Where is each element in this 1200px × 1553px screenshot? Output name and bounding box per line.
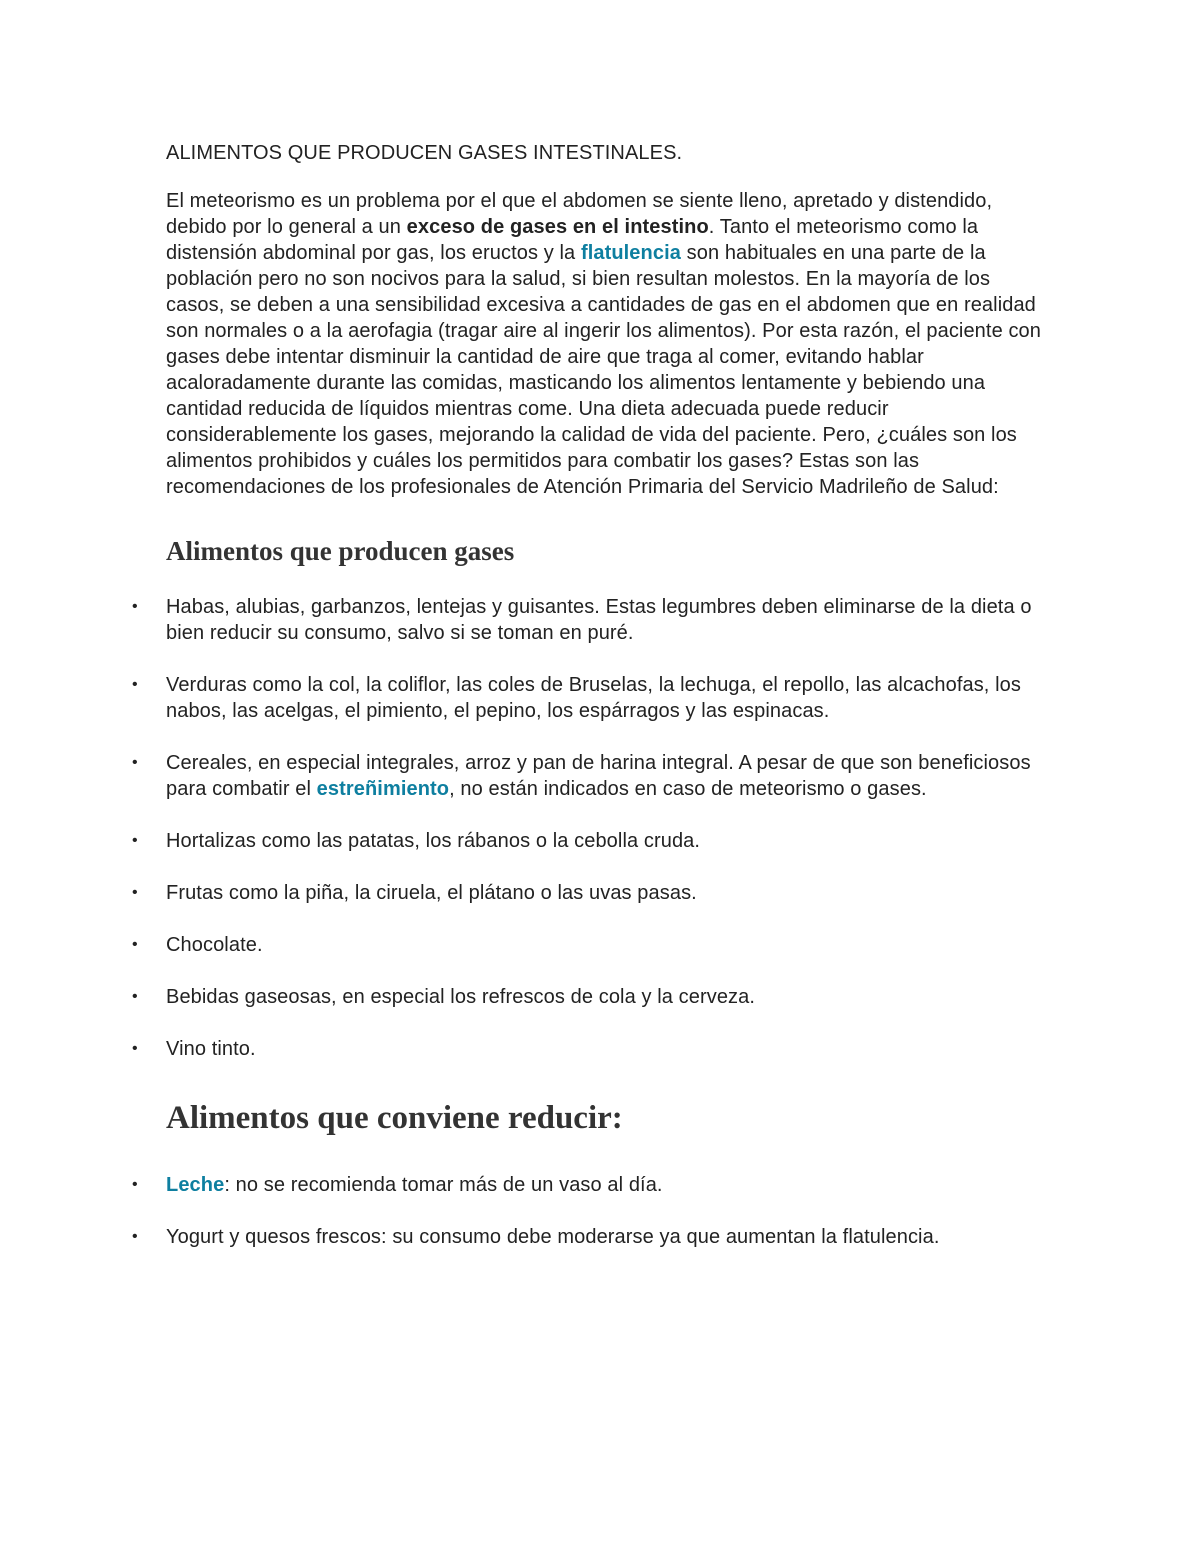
list-item (132, 932, 1046, 958)
list-item-text: Verduras como la col, la coliflor, las coles de Bruselas, la lechuga, el repollo, las alcachofas, los nabos, las acelgas, el pimiento, el pepino, los espárragos y las espinacas. (166, 674, 1021, 722)
bullet-icon: • (132, 754, 138, 771)
list-item (132, 750, 1046, 802)
list-item-text: : no se recomienda tomar más de un vaso al día. (224, 1174, 663, 1196)
bullet-icon: • (132, 676, 138, 693)
list-item (132, 880, 1046, 906)
section-heading-producen-gases: Alimentos que producen gases (166, 536, 515, 566)
list-item-text: Cereales, en especial integrales, arroz y pan de harina integral. A pesar de que son beneficiosos para combatir el (166, 752, 1031, 800)
bullet-icon: • (132, 598, 138, 615)
link-leche[interactable]: Leche (166, 1174, 225, 1196)
list-item-text: Frutas como la piña, la ciruela, el plátano o las uvas pasas. (166, 882, 697, 904)
list-conviene-reducir (132, 1172, 1046, 1250)
bullet-icon: • (132, 936, 138, 953)
list-item (132, 828, 1046, 854)
bullet-icon: • (132, 832, 138, 849)
list-item-text: Habas, alubias, garbanzos, lentejas y guisantes. Estas legumbres deben eliminarse de la dieta o bien reducir su consumo, salvo si se toman en puré. (166, 596, 1032, 644)
list-item (132, 594, 1046, 646)
intro-paragraph (166, 188, 1046, 500)
intro-text-3: son habituales en una parte de la población pero no son nocivos para la salud, si bien resultan molestos. En la mayoría de los casos, se deben a una sensibilidad excesiva a cantidades de gas en el abdomen que en realidad son normales o a la aerofagia (tragar aire al ingerir los alimentos). Por esta razón, el paciente con gases debe intentar disminuir la cantidad de aire que traga al comer, evitando hablar acaloradamente durante las comidas, masticando los alimentos lentamente y bebiendo una cantidad reducida de líquidos mientras come. Una dieta adecuada puede reducir considerablemente los gases, mejorando la calidad de vida del paciente. Pero, ¿cuáles son los alimentos prohibidos y cuáles los permitidos para combatir los gases? Estas son las recomendaciones de los profesionales de Atención Primaria del Servicio Madrileño de Salud: (166, 242, 1041, 498)
list-item (132, 1172, 1046, 1198)
list-producen-gases (132, 594, 1046, 1062)
list-item (132, 1224, 1046, 1250)
document-title: ALIMENTOS QUE PRODUCEN GASES INTESTINALES. (166, 142, 683, 164)
section-heading-conviene-reducir: Alimentos que conviene reducir: (166, 1100, 623, 1136)
list-item-text: Yogurt y quesos frescos: su consumo debe moderarse ya que aumentan la flatulencia. (166, 1226, 940, 1248)
link-flatulencia[interactable]: flatulencia (580, 242, 681, 264)
intro-bold-phrase: exceso de gases en el intestino (406, 216, 709, 238)
bullet-icon: • (132, 1228, 138, 1245)
document-page (132, 138, 1046, 1276)
list-item (132, 1036, 1046, 1062)
list-item-text: , no están indicados en caso de meteorismo o gases. (449, 778, 927, 800)
intro-text-1: El meteorismo es un problema por el que el abdomen se siente lleno, apretado y distendido, debido por lo general a un (166, 190, 993, 238)
intro-text-2: . Tanto el meteorismo como la distensión abdominal por gas, los eructos y la (166, 216, 979, 264)
list-item (132, 672, 1046, 724)
bullet-icon: • (132, 1040, 138, 1057)
bullet-icon: • (132, 988, 138, 1005)
link-estrenimiento[interactable]: estreñimiento (316, 778, 450, 800)
bullet-icon: • (132, 884, 138, 901)
list-item-text: Chocolate. (166, 934, 263, 956)
list-item (132, 984, 1046, 1010)
bullet-icon: • (132, 1176, 138, 1193)
list-item-text: Bebidas gaseosas, en especial los refrescos de cola y la cerveza. (166, 986, 756, 1008)
list-item-text: Hortalizas como las patatas, los rábanos o la cebolla cruda. (166, 830, 701, 852)
list-item-text: Vino tinto. (166, 1038, 256, 1060)
